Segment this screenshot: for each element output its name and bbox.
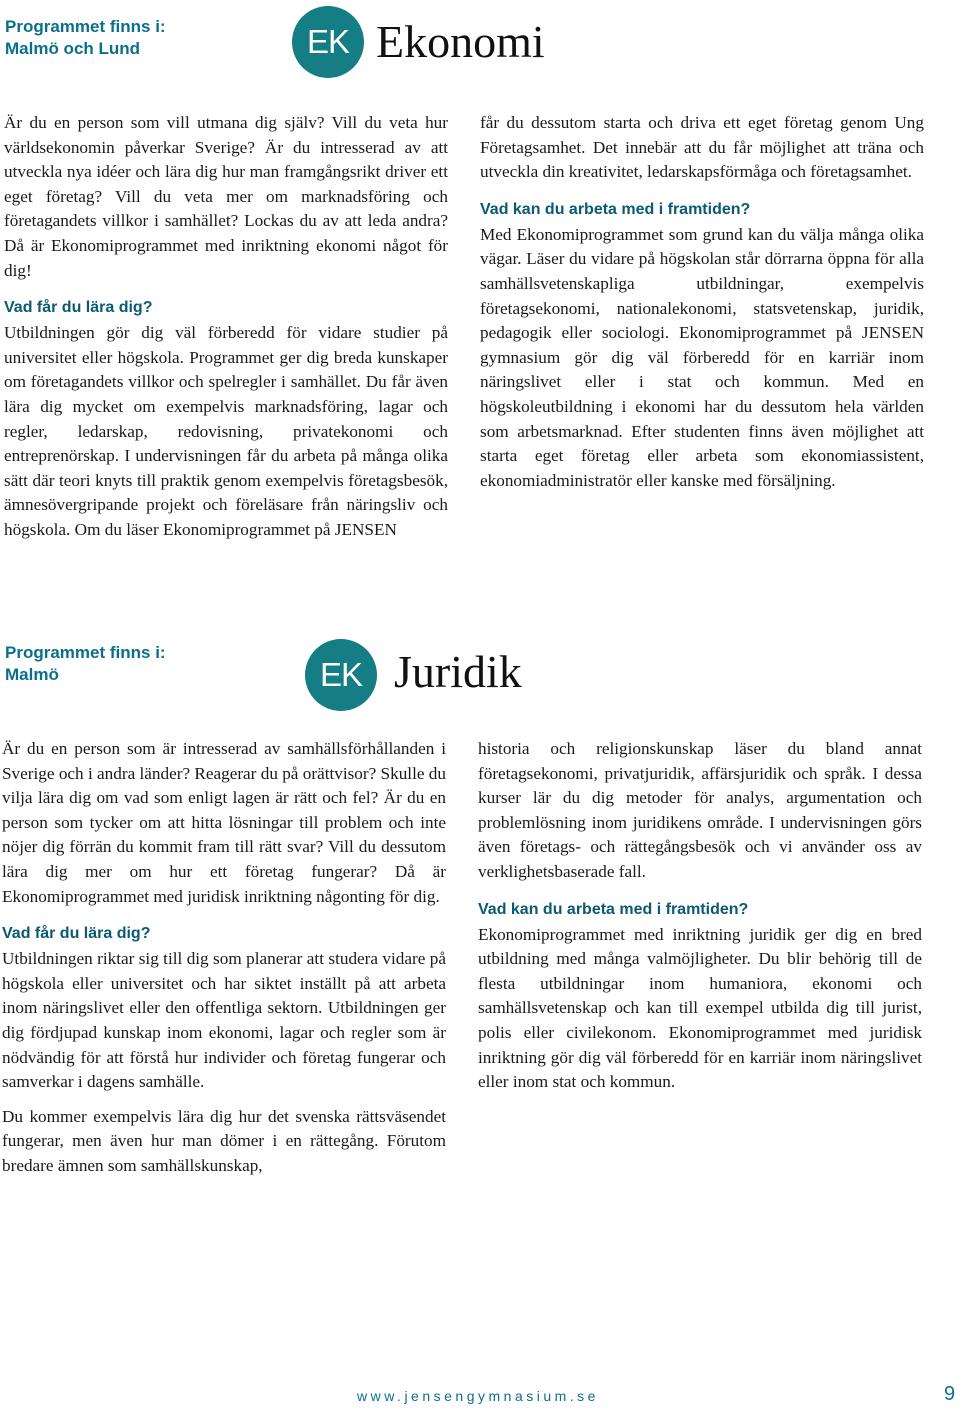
juridik-header (0, 634, 960, 734)
juridik-learn-heading: Vad får du lära dig? (2, 925, 151, 943)
ekonomi-left-column (4, 111, 448, 543)
ekonomi-future-heading: Vad kan du arbeta med i framtiden? (480, 200, 751, 218)
ekonomi-intro: Är du en person som vill utmana dig själv? Vill du veta hur världsekonomin påverkar Sverige? Är du intresserad av att utveckla nya idéer och lära dig hur man framgångsrikt driver ett eget företag? Vill du veta mer om marknadsföring och företagandets villkor i samhället? Lockas du av att leda andra? Då är Ekonomiprogrammet med inriktning ekonomi något för dig! (4, 113, 448, 280)
juridik-campus-value: Malmö (5, 665, 59, 684)
page-number: 9 (944, 1383, 956, 1405)
ekonomi-continuation: får du dessutom starta och driva ett eget företag genom Ung Företagsamhet. Det innebär att du får möjlighet att träna och utveckla din kreativitet, ledarskapsförmåga och företagsamhet. (480, 113, 924, 182)
juridik-campus-label: Programmet finns i: (5, 643, 166, 662)
ekonomi-learn-body: Utbildningen gör dig väl förberedd för vidare studier på universitet eller högskola. Programmet ger dig breda kunskaper om företagandets villkor och spelregler i samhället. Du får även lära dig mycket om exempelvis marknadsföring, lagar och regler, ledarskap, redovisning, privatekonomi och entreprenörskap. I undervisningen får du arbeta på många olika sätt där teori knyts till praktik genom exempelvis företagsbesök, ämnesövergripande projekt och föreläsare från näringsliv och högskola. Om du läser Ekonomiprogrammet på JENSEN (4, 323, 448, 539)
juridik-left-column (2, 737, 446, 1179)
ekonomi-title: Ekonomi (376, 16, 545, 67)
ekonomi-campus-label: Programmet finns i: (5, 17, 166, 36)
juridik-campus (5, 642, 166, 686)
ekonomi-right-column (480, 111, 924, 493)
ekonomi-header (0, 0, 960, 100)
ekonomi-section (0, 0, 960, 539)
juridik-badge: EK (305, 639, 377, 711)
juridik-learn-body: Utbildningen riktar sig till dig som planerar att studera vidare på högskola eller universitet och har siktet inställt på att arbeta inom näringslivet eller den offentliga sektorn. Utbildningen ger dig fördjupad kunskap inom ekonomi, lagar och regler som är nödvändig för att förstå hur individer och företag fungerar och samverkar i dagens samhälle. (2, 949, 446, 1092)
juridik-learn-body-2: Du kommer exempelvis lära dig hur det svenska rättsväsendet fungerar, men även hur man dömer i en rättegång. Förutom bredare ämnen som samhällskunskap, (2, 1106, 446, 1175)
juridik-future-heading: Vad kan du arbeta med i framtiden? (478, 900, 749, 918)
juridik-continuation: historia och religionskunskap läser du bland annat företagsekonomi, privatjuridik, affärsjuridik och språk. I dessa kurser lär du dig metoder för analys, argumentation och problemlösning inom juridikens område. I undervisningen görs även företags- och rättegångsbesök och vi använder oss av verklighetsbaserade fall. (478, 739, 922, 881)
juridik-right-column (478, 737, 922, 1095)
juridik-section (0, 634, 960, 1175)
ekonomi-campus (5, 16, 166, 60)
ekonomi-badge: EK (292, 6, 364, 78)
ekonomi-campus-value: Malmö och Lund (5, 39, 141, 58)
ekonomi-learn-heading: Vad får du lära dig? (4, 299, 153, 317)
juridik-intro: Är du en person som är intresserad av samhällsförhållanden i Sverige och i andra länder? Reagerar du på orättvisor? Skulle du vilja lära dig om vad som enligt lagen är rätt och fel? Är du en person som tycker om att hitta lösningar till problem och inte nöjer dig förrän du kommit fram till rätt svar? Vill du dessutom lära dig mer om hur ett företag fungerar? Då är Ekonomiprogrammet med juridisk inriktning någonting för dig. (2, 739, 446, 906)
juridik-future-body: Ekonomiprogrammet med inriktning juridik ger dig en bred utbildning med många valmöjligheter. Du blir behörig till de flesta utbildningar inom humaniora, ekonomi och samhällsvetenskap och kan till exempel utbilda dig till jurist, polis eller civilekonom. Ekonomiprogrammet med juridisk inriktning gör dig väl förberedd för en karriär inom näringslivet eller inom stat och kommun. (478, 924, 922, 1092)
ekonomi-future-body: Med Ekonomiprogrammet som grund kan du välja många olika vägar. Läser du vidare på högskolan står dörrarna öppna för alla samhällsvetenskapliga utbildningar, exempelvis företagsekonomi, nationalekonomi, statsvetenskap, juridik, pedagogik eller sociologi. Ekonomiprogrammet på JENSEN gymnasium gör dig väl förberedd för en karriär inom näringslivet eller i stat och kommun. Med en högskoleutbildning i ekonomi har du dessutom hela världen som arbetsmarknad. Efter studenten finns även möjlighet att starta eget företag eller arbeta som ekonomiassistent, ekonomiadministratör eller kanske med försäljning. (480, 224, 924, 490)
juridik-title: Juridik (394, 646, 522, 697)
footer-website-link[interactable]: www.jensengymnasium.se (357, 1388, 599, 1404)
